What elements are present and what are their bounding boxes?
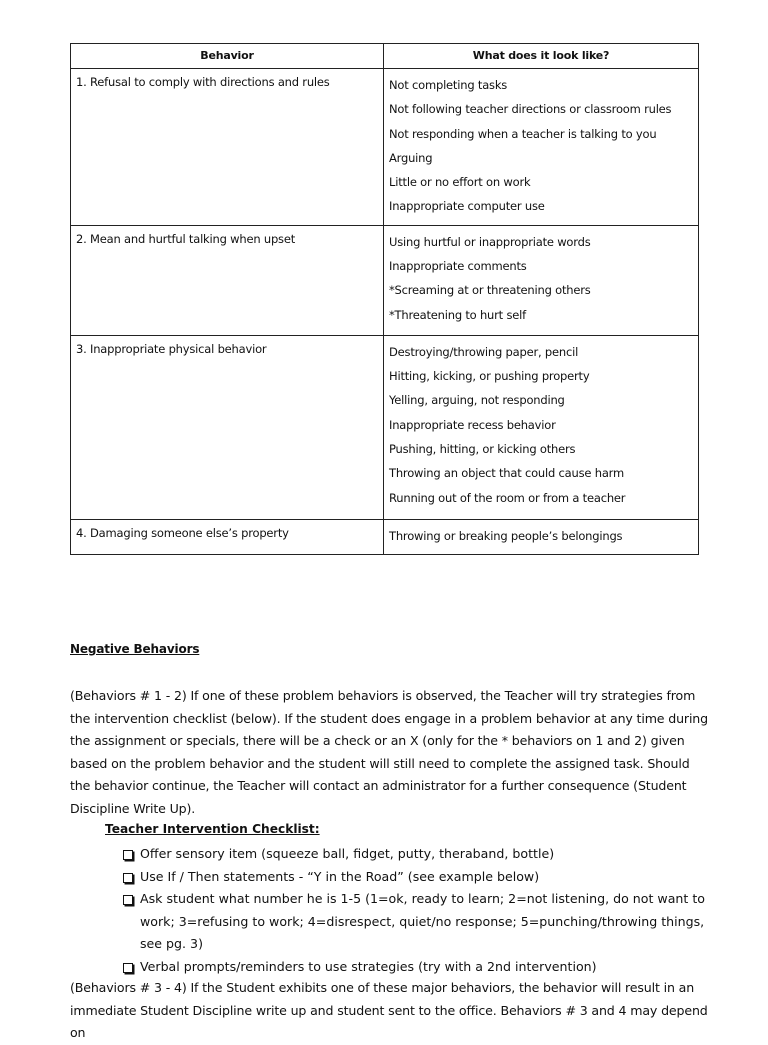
table-row [71, 335, 699, 519]
checklist-item-text: Verbal prompts/reminders to use strategies (try with a 2nd intervention) [140, 958, 597, 974]
looks-cell [384, 335, 699, 519]
look-item: Pushing, hitting, or kicking others [389, 441, 576, 456]
look-item: Not completing tasks [389, 78, 508, 92]
look-item: Inappropriate computer use [389, 199, 545, 214]
checkbox-bullet-icon [123, 963, 133, 973]
look-item: Throwing or breaking people’s belongings [389, 528, 623, 543]
looks-cell [384, 519, 699, 554]
behavior-table [70, 43, 699, 555]
behavior-cell: 2. Mean and hurtful talking when upset [71, 225, 384, 335]
look-item: Hitting, kicking, or pushing property [389, 369, 590, 384]
behaviors-3-4-paragraph: (Behaviors # 3 - 4) If the Student exhibits one of these major behaviors, the behavior will result in an immediate Student Discipline write up and student sent to the office. Behaviors # 3 and 4 may depend on [70, 980, 708, 1040]
look-item: Inappropriate recess behavior [389, 417, 556, 432]
looks-cell [384, 69, 699, 226]
behaviors-1-2-paragraph: (Behaviors # 1 - 2) If one of these problem behaviors is observed, the Teacher will try strategies from the intervention checklist (below). If the student does engage in a problem behavior at any time during the assignment or specials, there will be a check or an X (only for the * behaviors on 1 and 2) given based on the problem behavior and the student will still need to complete the assigned task. Should the behavior continue, the Teacher will contact an administrator for a further consequence (Student Discipline Write Up). [70, 688, 708, 816]
table-row [71, 519, 699, 554]
looks-cell [384, 225, 699, 335]
look-item: Yelling, arguing, not responding [389, 393, 565, 408]
look-item: Inappropriate comments [389, 259, 527, 274]
look-item: Arguing [389, 150, 433, 165]
checklist-item [123, 843, 713, 866]
checklist-item [123, 956, 713, 979]
behavior-cell: 4. Damaging someone else’s property [71, 519, 384, 554]
look-item: Using hurtful or inappropriate words [389, 234, 591, 249]
checklist-item-text: Ask student what number he is 1-5 (1=ok, ready to learn; 2=not listening, do not want to work; 3=refusing to work; 4=disrespect, quiet/no response; 5=punching/throwing things, see pg. 3) [140, 891, 705, 951]
behavior-cell: 3. Inappropriate physical behavior [71, 335, 384, 519]
checkbox-bullet-icon [123, 895, 133, 905]
checklist-item-text: Use If / Then statements - “Y in the Road” (see example below) [140, 868, 540, 884]
intervention-checklist [123, 843, 713, 978]
look-item: Running out of the room or from a teacher [389, 490, 626, 505]
negative-behaviors-heading: Negative Behaviors [70, 642, 200, 656]
look-item: Little or no effort on work [389, 175, 531, 190]
look-item: Throwing an object that could cause harm [389, 466, 625, 481]
header-what-it-looks-like: What does it look like? [384, 44, 699, 69]
behavior-cell: 1. Refusal to comply with directions and rules [71, 69, 384, 226]
checkbox-bullet-icon [123, 850, 133, 860]
look-item: *Threatening to hurt self [389, 307, 526, 322]
table-row [71, 69, 699, 226]
look-item: Destroying/throwing paper, pencil [389, 344, 579, 359]
checklist-item [123, 866, 713, 889]
table-header-row [71, 44, 699, 69]
look-item: Not following teacher directions or classroom rules [389, 102, 672, 117]
checkbox-bullet-icon [123, 873, 133, 883]
look-item: Not responding when a teacher is talking to you [389, 126, 657, 141]
checklist-item [123, 888, 713, 956]
table-row [71, 225, 699, 335]
look-item: *Screaming at or threatening others [389, 283, 591, 298]
checklist-item-text: Offer sensory item (squeeze ball, fidget, putty, theraband, bottle) [140, 846, 555, 861]
checklist-title: Teacher Intervention Checklist: [105, 822, 320, 836]
header-behavior: Behavior [71, 44, 384, 69]
